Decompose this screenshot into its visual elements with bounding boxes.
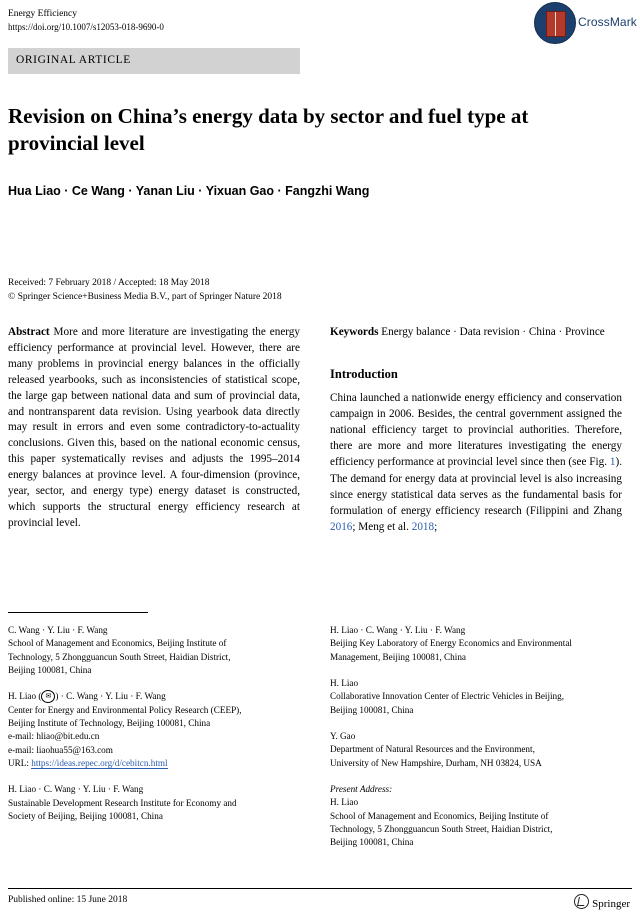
affiliations-left [8,624,308,837]
keywords-text: Energy balance · Data revision · China · Province [381,326,605,338]
received-accepted-line: Received: 7 February 2018 / Accepted: 18 May 2018 [8,278,210,288]
crossmark-label: CrossMark [578,15,637,29]
citation-link-meng-2018[interactable]: 2018 [411,520,435,533]
affiliation-line: Technology, 5 Zhongguancun South Street, Haidian District, [330,824,553,835]
present-address-label: Present Address: [330,784,393,795]
affiliations-right [330,624,630,863]
affiliation-names: H. Liao · C. Wang · Y. Liu · F. Wang [8,784,144,795]
journal-header [8,8,164,33]
springer-mark-icon [574,894,589,909]
affiliation-line: Center for Energy and Environmental Policy Research (CEEP), [8,704,242,715]
copyright-line: © Springer Science+Business Media B.V., part of Springer Nature 2018 [8,292,282,303]
email-line-1[interactable]: e-mail: hliao@bit.edu.cn [8,731,100,742]
affiliation-line: School of Management and Economics, Beijing Institute of [8,638,227,649]
affiliation-names: H. Liao [330,797,359,808]
abstract-block [8,325,300,532]
right-column [330,325,622,535]
intro-text-part-1: China launched a nationwide energy efficiency and conservation campaign in 2006. Besides, the central government assigned the national efficiency target to provincial authorities. Therefore, there are more and more literatures investigating the energy efficiency performance at provincial level since then (see Fig. [330,391,622,469]
affiliation-block [330,624,630,664]
affiliation-block [330,677,630,717]
author-list: Hua Liao · Ce Wang · Yanan Liu · Yixuan Gao · Fangzhi Wang [8,184,370,198]
affiliation-names: H. Liao [330,678,359,689]
affiliation-block [8,783,308,823]
published-online-date: Published online: 15 June 2018 [8,895,128,905]
keywords-block [330,325,622,341]
springer-logo [574,892,630,910]
affiliation-names-corresponding [8,690,308,703]
affiliation-block-corresponding [8,690,308,770]
repec-url-link[interactable]: https://ideas.repec.org/d/cebitcn.html [31,758,168,769]
affiliation-line: Management, Beijing 100081, China [330,651,467,662]
abstract-label: Abstract [8,326,50,338]
email-line-2[interactable]: e-mail: liaohua55@163.com [8,744,113,755]
crossmark-badge[interactable] [534,2,637,46]
affiliation-line: Sustainable Development Research Institute for Economy and [8,797,237,808]
affiliation-line: Beijing 100081, China [330,704,414,715]
article-type-label: ORIGINAL ARTICLE [16,54,131,66]
book-icon [546,11,566,37]
intro-text-part-2: ). The demand for energy data at provincial level is also increasing since energy statistical data serves as the fundamental basis for formulation of energy efficiency research (Filippini and Zhang [330,456,622,517]
affiliation-names: H. Liao · C. Wang · Y. Liu · F. Wang [330,625,466,635]
envelope-icon: ✉ [41,690,55,703]
affiliation-block [8,624,308,677]
section-heading-introduction: Introduction [330,366,398,381]
springer-label: Springer [592,898,630,910]
affiliation-line: University of New Hampshire, Durham, NH 03824, USA [330,757,542,768]
corresponding-name-suffix: ) · C. Wang · Y. Liu · F. Wang [55,691,166,702]
corresponding-name-prefix: H. Liao ( [8,691,42,702]
affiliation-line: Beijing 100081, China [330,837,414,848]
intro-text-part-3: ; Meng et al. [352,520,412,533]
url-line [8,757,308,770]
affiliation-block [330,730,630,770]
affiliation-line: School of Management and Economics, Beijing Institute of [330,810,549,821]
introduction-paragraph [330,390,622,535]
keywords-label: Keywords [330,326,379,338]
present-address-block [330,783,630,850]
affiliation-line: Beijing Institute of Technology, Beijing 100081, China [8,718,211,729]
affiliation-names: Y. Gao [330,731,356,742]
article-type-band [8,48,300,74]
journal-name: Energy Efficiency [8,9,78,19]
affiliation-line: Department of Natural Resources and the Environment, [330,744,535,755]
affiliation-line: Collaborative Innovation Center of Electric Vehicles in Beijing, [330,691,565,702]
figure-1-link[interactable]: 1 [609,456,616,469]
intro-text-part-4: ; [434,520,438,533]
left-column [8,325,300,532]
crossmark-icon [534,2,576,44]
affiliation-line: Technology, 5 Zhongguancun South Street, Haidian District, [8,651,231,662]
affiliation-line: Beijing 100081, China [8,665,92,676]
affiliation-names: C. Wang · Y. Liu · F. Wang [8,625,108,635]
affiliation-line: Beijing Key Laboratory of Energy Economics and Environmental [330,638,572,649]
doi-link[interactable]: https://doi.org/10.1007/s12053-018-9690-0 [8,21,164,32]
page-title: Revision on China’s energy data by sector and fuel type at provincial level [8,104,529,155]
affiliation-line: Society of Beijing, Beijing 100081, China [8,811,163,822]
article-history [8,276,488,305]
abstract-text: More and more literature are investigating the energy efficiency performance at provincial level. However, there are many problems in provincial energy balances in the officially released yearbooks, such as inconsistencies of statistical scope, the large gap between national data and sum of provincial data, and nontransparent data revision. Using yearbook data directly may result in errors and even some contradictory-to-actuality conclusions. Given this, based on the national economic census, this paper systematically revises and adjusts the 1995–2014 energy balances at province level. A four-dimension (province, year, sector, and energy type) energy dataset is constructed, which supports the structural energy efficiency research at provincial level. [8,326,300,529]
footnote-divider [8,612,148,613]
footer-divider [8,888,632,889]
url-label: URL: [8,758,29,769]
citation-link-filippini-zhang-2016[interactable]: 2016 [330,520,353,533]
